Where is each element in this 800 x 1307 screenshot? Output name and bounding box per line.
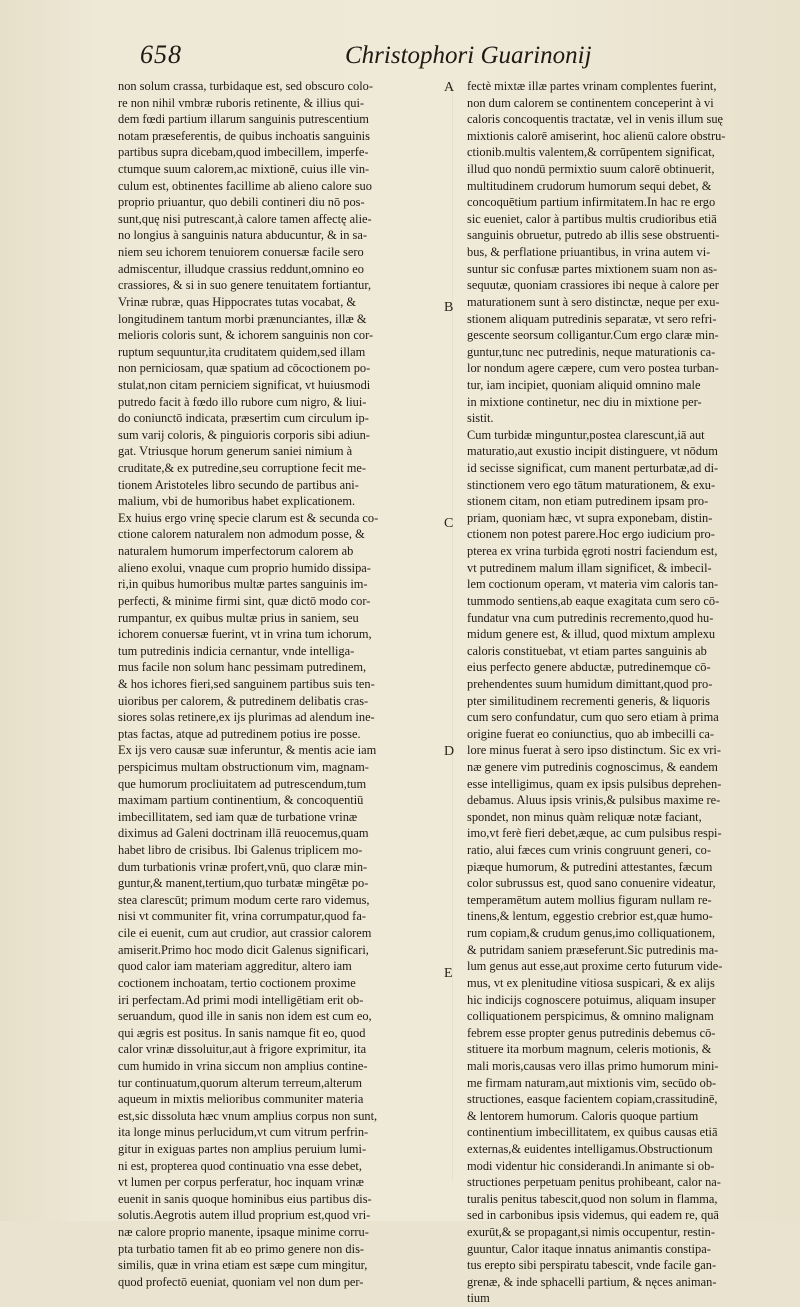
text-line: malium, vbi de humoribus habet explicationem. <box>118 494 356 509</box>
text-line: ctionem non potest parere.Hoc ergo iudicium pro- <box>467 527 715 542</box>
text-line: ratio, alui fæces cum vrinis congruunt generi, co- <box>467 843 711 858</box>
text-line: gat. Vtriusque horum generum saniei nimium à <box>118 444 353 459</box>
text-line: in mixtione continetur, nec diu in mixtione per- <box>467 394 702 409</box>
text-line: tur, iam incipiet, quoniam aliquid omnino male <box>467 377 701 392</box>
text-line: maximam partium continentium, & concoquentiū <box>118 793 364 808</box>
text-line: proprio priuantur, quo debili contineri diu nō pos- <box>118 195 365 210</box>
right-column <box>467 78 767 1307</box>
text-line: & lentorem humorum. Caloris quoque partium <box>467 1108 699 1123</box>
page-number: 658 <box>140 40 182 69</box>
text-line: prehendentes suum humidum dimittant,quod pro- <box>467 676 713 691</box>
text-line: stea clarescūt; primum modum certe raro videmus, <box>118 892 370 907</box>
text-line: ni est, propterea quod continuatio vna esse debet, <box>118 1158 362 1173</box>
text-line: lor nondum agere cæpere, cum vero postea turban- <box>467 361 719 376</box>
text-line: cruditate,& ex putredine,seu corruptione fecit me- <box>118 461 367 476</box>
text-line: stionem aliquam putredinis separatæ, vt sero refri- <box>467 311 717 326</box>
text-line: gescente seorsum colligantur.Cum ergo claræ min- <box>467 328 719 343</box>
margin-marker-c: C <box>444 516 454 531</box>
text-line: tionem Aristoteles libro secundo de partibus ani- <box>118 477 359 492</box>
text-line: re non nihil vmbræ ruboris retinente, & illius qui- <box>118 95 365 110</box>
text-line: tus erepto sibi perspiratu tabescit, vnde facile gan- <box>467 1258 717 1273</box>
text-line: non solum crassa, turbidaque est, sed obscuro colo- <box>118 79 373 93</box>
text-line: origine fuerat eo coniunctius, quo ab imbecilli ca- <box>467 726 715 741</box>
text-line: amiserit.Primo hoc modo dicit Galenus significari, <box>118 942 369 957</box>
text-line: tum putredinis indicia cernantur, vnde intelliga- <box>118 643 355 658</box>
text-line: & putridam saniem præseferunt.Sic putredinis ma- <box>467 942 719 957</box>
text-line: vt lumen per corpus perferatur, hoc inquam vrinæ <box>118 1175 364 1190</box>
text-line: structiones perpetuam penitus prohibeant, calor na- <box>467 1175 721 1190</box>
text-line: debamus. Aluus ipsis vrinis,& pulsibus maxime re- <box>467 793 721 808</box>
text-line: temperamētum autem mollius figuram nullam re- <box>467 892 712 907</box>
text-line: non perniciosam, quæ spatium ad cōcoctionem po- <box>118 361 371 376</box>
text-line: longitudinem tantum morbi prænunciantes, illæ & <box>118 311 367 326</box>
text-line: perfecti, & minime firmi sint, quæ dictō modo cor- <box>118 593 371 608</box>
text-line: illud quo nondū permixtio suum calorē obtinuerit, <box>467 162 715 177</box>
text-line: imbecillitatem, sed iam quæ de turbatione vrinæ <box>118 809 358 824</box>
text-line: nisi vt communiter fit, vrina corrumpatur,quod fa- <box>118 909 366 924</box>
text-line: maturatio,aut exustio incipit distinguere, vt nōdum <box>467 444 718 459</box>
text-line: lum genus aut esse,aut proxime certo futurum vide- <box>467 959 723 974</box>
text-line: hic indicijs cognoscere potuimus, aliquam insuper <box>467 992 716 1007</box>
text-line: structiones, easque facientem copiam,crassitudinē, <box>467 1092 718 1107</box>
text-line: spondet, non minus quàm reliquæ notæ faciant, <box>467 809 702 824</box>
text-line: sunt,quę nisi putrescant,à calore tamen affectę alie- <box>118 211 372 226</box>
text-line: diximus ad Galeni doctrinam illā reuocemus,quam <box>118 826 369 841</box>
text-line: multitudinem crudorum humorum sequi debet, & <box>467 178 712 193</box>
text-line: stituere ita morbum magnum, celeris motionis, & <box>467 1042 712 1057</box>
text-line: mus, vt ex plenitudine vitiosa suspicari, & ex alijs <box>467 975 715 990</box>
text-line: pter similitudinem recrementi generis, & liquoris <box>467 693 710 708</box>
text-line: quod profectō eueniat, quoniam vel non dum per- <box>118 1274 364 1289</box>
text-line: concoquētium partium infirmitatem.In hac re ergo <box>467 195 716 210</box>
text-line: guntur,tunc nec putredinis, neque maturationis ca- <box>467 344 716 359</box>
text-line: dum turbationis vrinæ profert,vnū, quo claræ min- <box>118 859 368 874</box>
text-line: guntur,& manent,tertium,quo turbatæ mingētæ po- <box>118 876 369 891</box>
page-header <box>140 40 760 76</box>
text-line: continentium imbecillitatem, ex quibus causas etiā <box>467 1125 718 1140</box>
text-line: sanguinis obruetur, putredo ab illis sese obstruenti- <box>467 228 720 243</box>
text-line: sequutæ, quoniam crassiores ibi neque à calore per <box>467 278 719 293</box>
text-line: Ex ijs vero causæ suæ inferuntur, & mentis acie iam <box>118 743 377 758</box>
text-line: colliquationem perspicimus, & omnino malignam <box>467 1009 714 1024</box>
text-line: ptas factas, atque ad putredinem potius ire posse. <box>118 726 361 741</box>
text-line: lore minus fuerat à sero ipso distinctum. Sic ex vri- <box>467 743 721 758</box>
text-line: piæque humorum, & putredini attestantes, fæcum <box>467 859 713 874</box>
text-line: & hos ichores fieri,sed sanguinem partibus suis ten- <box>118 676 375 691</box>
text-line: melioris coloris sunt, & ichorem sanguinis non cor- <box>118 328 374 343</box>
text-line: fundatur vna cum putredinis recremento,quod hu- <box>467 610 714 625</box>
text-line: gitur in exiguas partes non amplius peruium lumi- <box>118 1142 367 1156</box>
text-line: rum copiam,& crudum genus,imo colliquationem, <box>467 926 716 941</box>
margin-marker-a: A <box>444 80 455 95</box>
text-line: ita longe minus perlucidum,vt cum vitrum perfrin- <box>118 1125 369 1140</box>
text-line: mixtionis calorē amiserint, hoc alienū calore obstru- <box>467 128 726 143</box>
text-line: fectè mixtæ illæ partes vrinam complentes fuerint, <box>467 79 717 93</box>
text-line: ri,in quibus humoribus multæ partes sanguinis im- <box>118 577 368 592</box>
text-line: guuntur, Calor itaque innatus animantis constipa- <box>467 1241 711 1256</box>
text-line: iri perfectam.Ad primi modi intelligētiam erit ob- <box>118 992 364 1007</box>
text-line: sed in carbonibus ipsis videmus, qui eadem re, quā <box>467 1208 719 1223</box>
text-line: uioribus per calorem, & putredinem delibatis cras- <box>118 693 369 708</box>
text-line: do coniunctō indicata, præsertim cum circulum ip- <box>118 411 369 426</box>
text-line: sistit. <box>467 411 494 426</box>
text-line: sic eueniet, calor à partibus multis crudioribus etiā <box>467 211 717 226</box>
text-line: pta turbatio tamen fit ab eo primo genere non dis- <box>118 1241 365 1256</box>
text-line: midum genere est, & illud, quod mixtum amplexu <box>467 627 716 642</box>
text-line: euenit in sanis quoque hominibus eius partibus dis- <box>118 1191 372 1206</box>
text-line: grenæ, & inde sphacelli partium, & nęces animan- <box>467 1274 717 1289</box>
text-line: non dum calorem se continentem conceperint à vi <box>467 95 714 110</box>
text-line: niem seu ichorem tenuiorem conuersæ facile sero <box>118 245 364 260</box>
text-line: næ calore proprio manente, ipsaque minime corru- <box>118 1225 369 1240</box>
text-line: cile ei euenit, cum aut crudior, aut crassior calorem <box>118 926 372 941</box>
text-line: naturalem humorum imperfectorum calorem ab <box>118 544 354 559</box>
text-line: imo,vt ferè fieri debet,æque, ac cum pulsibus respi- <box>467 826 722 841</box>
text-line: est,sic dissoluta hæc vnum amplius corpus non sunt, <box>118 1108 378 1123</box>
text-line: perspicimus multam obstructionum vim, magnam- <box>118 759 369 774</box>
text-line: febrem esse propter genus putredinis debemus cō- <box>467 1025 716 1040</box>
text-line: priam, quoniam hæc, vt supra exponebam, distin- <box>467 510 713 525</box>
text-line: esse intelligimus, quam ex ipsis pulsibus deprehen- <box>467 776 722 791</box>
text-line: Ex huius ergo vrinę specie clarum est & secunda co- <box>118 510 379 525</box>
text-line: coctionem inchoatam, tertio coctionem proxime <box>118 975 356 990</box>
text-line: cum sero confundatur, cum quo sero etiam à prima <box>467 710 719 725</box>
text-line: tur continuatum,quorum alterum terreum,alterum <box>118 1075 362 1090</box>
margin-marker-e: E <box>444 966 453 981</box>
text-line: calor vrinæ dissoluitur,aut à frigore exprimitur, ita <box>118 1042 367 1057</box>
text-line: næ genere vim putredinis cognoscimus, & eandem <box>467 759 718 774</box>
text-line: Cum turbidæ minguntur,postea clarescunt,iā aut <box>467 427 705 442</box>
text-line: ctionib.multis valentem,& corrūpentem significat, <box>467 145 715 160</box>
left-column <box>118 78 440 1290</box>
text-line: alieno exolui, vnaque cum proprio humido dissipa- <box>118 560 371 575</box>
text-line: no longius à sanguinis natura abducuntur, & in sa- <box>118 228 367 243</box>
text-line: externas,& euidentes intelligamus.Obstructionum <box>467 1142 713 1156</box>
text-line: sum varij coloris, & pinguioris corporis sibi adiun- <box>118 427 370 442</box>
text-line: bus, & perflatione priuantibus, in vrina autem vi- <box>467 245 711 260</box>
text-line: tummodo sentiens,ab eaque exagitata cum sero cō- <box>467 593 720 608</box>
text-line: mali moris,causas vero illas primo humorum mini- <box>467 1058 719 1073</box>
column-gutter <box>452 80 453 1180</box>
text-line: ruptum sequuntur,ita cruditatem quidem,sed illam <box>118 344 366 359</box>
text-line: stionem citam, non etiam putredinem ipsam pro- <box>467 494 709 509</box>
text-line: color subrussus est, quod sano conuenire videatur, <box>467 876 716 891</box>
text-line: turalis penitus tabescit,quod non solum in flamma, <box>467 1191 718 1206</box>
text-line: caloris concoquentis tractatæ, vel in venis illum suę <box>467 112 724 127</box>
running-head: Christophori Guarinonij <box>345 42 592 69</box>
text-line: crassiores, & si in suo genere tenuitatem fortiantur, <box>118 278 372 293</box>
text-line: solutis.Aegrotis autem illud proprium est,quod vri- <box>118 1208 371 1223</box>
margin-marker-d: D <box>444 744 455 759</box>
text-line: stinctionem vero ego tātum maturationem, & exu- <box>467 477 716 492</box>
text-line: exurūt,& se propagant,si nimis occupentur, restin- <box>467 1225 715 1240</box>
text-line: maturationem sunt à sero distinctæ, neque per exu- <box>467 294 720 309</box>
text-line: dem fœdi partium illarum sanguinis putrescentium <box>118 112 369 127</box>
text-line: stulat,non citam perniciem significat, vt huiusmodi <box>118 377 371 392</box>
text-line: ctumque suum calorem,ac mixtionē, cuius ille vin- <box>118 162 370 177</box>
text-line: cum humido in vrina siccum non amplius contine- <box>118 1058 368 1073</box>
text-line: culum est, obtinentes facillime ab alieno calore suo <box>118 178 372 193</box>
text-line: seruandum, quod ille in sanis non idem est cum eo, <box>118 1009 372 1024</box>
text-line: mus facile non solum hanc pessimam putredinem, <box>118 660 367 675</box>
text-line: tinens,& lentum, eggestio crebrior est,quæ humo- <box>467 909 713 924</box>
text-line: id secisse significat, cum manent perturbatæ,ad di- <box>467 461 719 476</box>
text-line: aqueum in mixtis melioribus communiter materia <box>118 1092 364 1107</box>
text-line: partibus supra dicebam,quod imbecillem, imperfe- <box>118 145 369 160</box>
text-line: ichorem conuersæ fuerint, vt in vrina tum ichorum, <box>118 627 372 642</box>
text-line: notam præseferentis, de quibus inchoatis sanguinis <box>118 128 370 143</box>
text-line: modi videntur hic considerandi.In animante si ob- <box>467 1158 715 1173</box>
text-line: caloris constituebat, vt etiam partes sanguinis ab <box>467 643 707 658</box>
text-line: quod calor iam materiam aggreditur, altero iam <box>118 959 352 974</box>
text-line: habet libro de crisibus. Ibi Galenus triplicem mo- <box>118 843 363 858</box>
text-line: qui ægris est positus. In sanis namque fit eo, quod <box>118 1025 366 1040</box>
text-line: siores solas retinere,ex ijs plurimas ad alendum ine- <box>118 710 375 725</box>
text-line: que humorum procliuitatem ad putrescendum,tum <box>118 776 367 791</box>
text-line: suntur sic confusæ partes mixtionem suam non as- <box>467 261 718 276</box>
text-line: admiscentur, illudque crassius reddunt,omnino eo <box>118 261 364 276</box>
text-line: me firmam naturam,aut mixtionis vim, secūdo ob- <box>467 1075 717 1090</box>
text-line: pterea ex vrina turbida ęgroti nostri faciendum est, <box>467 544 718 559</box>
text-line: eius perfecto genere abductæ, putredinemque cō- <box>467 660 711 675</box>
text-line: tium <box>467 1291 490 1306</box>
text-line: similis, quæ in vrina etiam est sæpe cum mingitur, <box>118 1258 368 1273</box>
text-line: vt putredinem malum illam significet, & imbecil- <box>467 560 712 575</box>
text-line: lem coctionum operam, vt materia vim caloris tan- <box>467 577 719 592</box>
text-line: rumpantur, ex quibus multæ prius in saniem, seu <box>118 610 359 625</box>
text-line: ctione calorem naturalem non admodum posse, & <box>118 527 365 542</box>
margin-marker-b: B <box>444 300 454 315</box>
text-line: Vrinæ rubræ, quas Hippocrates tutas vocabat, & <box>118 294 357 309</box>
text-line: putredo facit à fœdo illo rubore cum nigro, & liui- <box>118 394 367 409</box>
